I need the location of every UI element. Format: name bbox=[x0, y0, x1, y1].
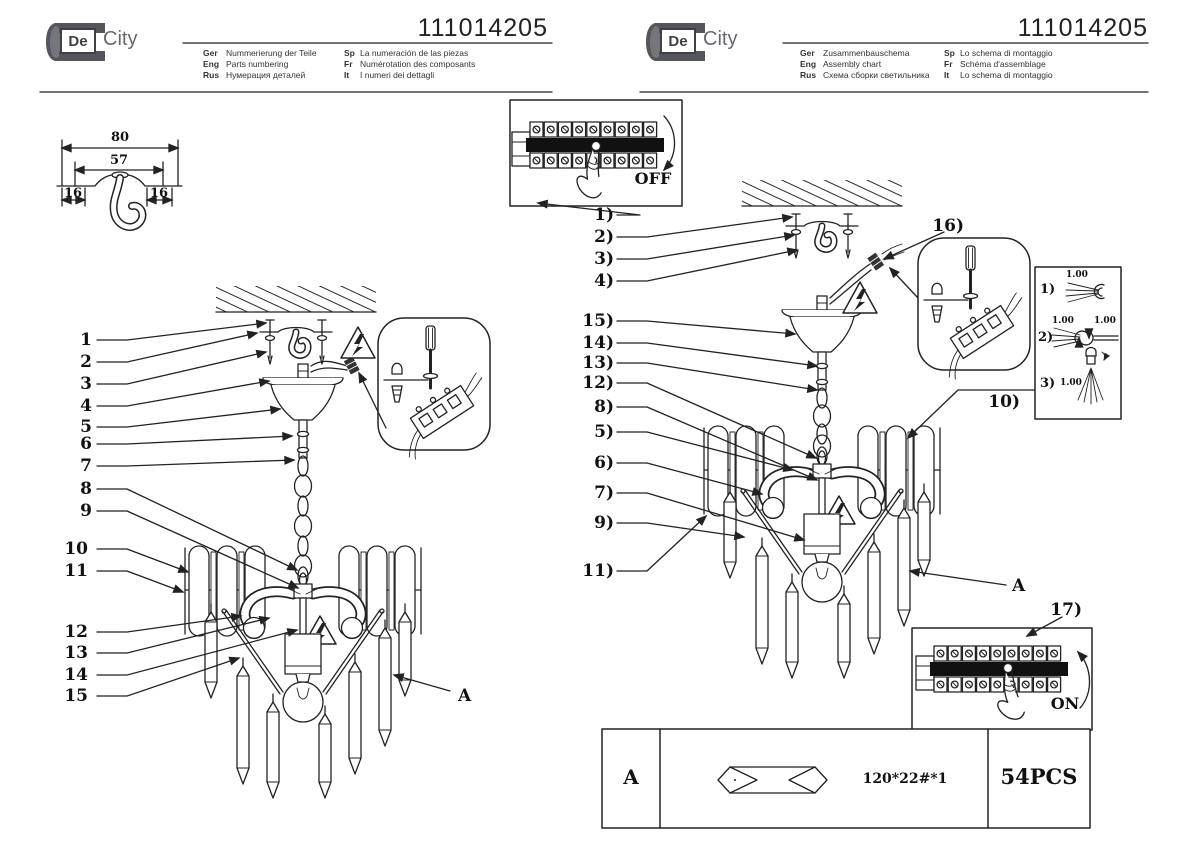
left-warning-triangle bbox=[341, 327, 375, 358]
model-number-left: 111014205 bbox=[417, 14, 548, 42]
step-label-6: 6) bbox=[594, 453, 614, 473]
language-table-left-1: Ger Nummerierung der Teile Eng Parts numbering Rus Нумерация деталей bbox=[203, 48, 317, 80]
decity-logo-right bbox=[645, 20, 770, 64]
step-label-1: 1) bbox=[594, 205, 614, 225]
wire-len-3: 1.00 bbox=[1060, 378, 1082, 388]
part-label-14: 14 bbox=[64, 665, 88, 685]
language-table-right-2: Sp Lo schema di montaggio Fr Schéma d'assemblage It Lo schema di montaggio bbox=[944, 48, 1053, 80]
part-label-8: 8 bbox=[80, 479, 92, 499]
left-wires bbox=[311, 357, 360, 375]
detail-ref-a-left: A bbox=[458, 686, 472, 706]
wire-len-1: 1.00 bbox=[1066, 270, 1088, 280]
detail-ref-a-right: A bbox=[1012, 576, 1026, 596]
step-label-17: 17) bbox=[1050, 600, 1082, 620]
logo-de: De bbox=[660, 28, 696, 54]
logo-city: City bbox=[103, 28, 138, 50]
dim-16-right: 16 bbox=[149, 186, 169, 201]
part-label-6: 6 bbox=[80, 434, 92, 454]
step-label-8: 8) bbox=[594, 397, 614, 417]
table-qty: 54PCS bbox=[1000, 764, 1078, 789]
wire-step-2: 2) bbox=[1038, 330, 1054, 345]
part-label-12: 12 bbox=[64, 622, 88, 642]
breaker-off-inset bbox=[510, 100, 682, 206]
part-label-7: 7 bbox=[80, 456, 92, 476]
step-label-14: 14) bbox=[582, 333, 614, 353]
wire-step-1: 1) bbox=[1040, 282, 1056, 297]
step-label-10: 10) bbox=[988, 392, 1020, 412]
part-label-10: 10 bbox=[64, 539, 88, 559]
part-label-2: 2 bbox=[80, 352, 92, 372]
part-label-15: 15 bbox=[64, 686, 88, 706]
breaker-on-inset bbox=[912, 628, 1092, 730]
wire-step-3: 3) bbox=[1040, 376, 1056, 391]
step-label-3: 3) bbox=[594, 249, 614, 269]
step-label-13: 13) bbox=[582, 353, 614, 373]
model-number-right: 111014205 bbox=[1017, 14, 1148, 42]
step-label-7: 7) bbox=[594, 483, 614, 503]
step-label-15: 15) bbox=[582, 311, 614, 331]
language-table-right-1: Ger Zusammenbauschema Eng Assembly chart Rus Схема сборки светильника bbox=[800, 48, 930, 80]
language-table-left-2: Sp La numeración de las piezas Fr Numérotation des composants It I numeri dei dettagli bbox=[344, 48, 476, 80]
switch-off-label: OFF bbox=[634, 169, 672, 188]
step-label-16: 16) bbox=[932, 216, 964, 236]
part-label-3: 3 bbox=[80, 374, 92, 394]
part-label-1: 1 bbox=[80, 330, 92, 350]
right-warning-triangle bbox=[843, 282, 877, 313]
step-label-5: 5) bbox=[594, 422, 614, 442]
decity-logo bbox=[45, 20, 170, 64]
step-label-4: 4) bbox=[594, 271, 614, 291]
step-label-12: 12) bbox=[582, 373, 614, 393]
switch-on-label: ON bbox=[1050, 694, 1080, 713]
logo-de: De bbox=[60, 28, 96, 54]
part-label-9: 9 bbox=[80, 501, 92, 521]
part-label-11: 11 bbox=[64, 561, 88, 581]
step-label-9: 9) bbox=[594, 513, 614, 533]
part-label-13: 13 bbox=[64, 643, 88, 663]
part-label-4: 4 bbox=[80, 396, 92, 416]
dim-16-left: 16 bbox=[63, 186, 83, 201]
logo-city: City bbox=[703, 28, 738, 50]
dim-57: 57 bbox=[109, 153, 129, 168]
wire-len-2b: 1.00 bbox=[1094, 316, 1116, 326]
step-label-2: 2) bbox=[594, 227, 614, 247]
step-label-11: 11) bbox=[582, 561, 614, 581]
dim-80: 80 bbox=[110, 130, 130, 145]
table-spec: 120*22#*1 bbox=[862, 771, 948, 787]
table-ref: A bbox=[623, 765, 639, 789]
right-chain bbox=[814, 388, 831, 465]
part-label-5: 5 bbox=[80, 417, 92, 437]
wire-len-2a: 1.00 bbox=[1052, 316, 1074, 326]
